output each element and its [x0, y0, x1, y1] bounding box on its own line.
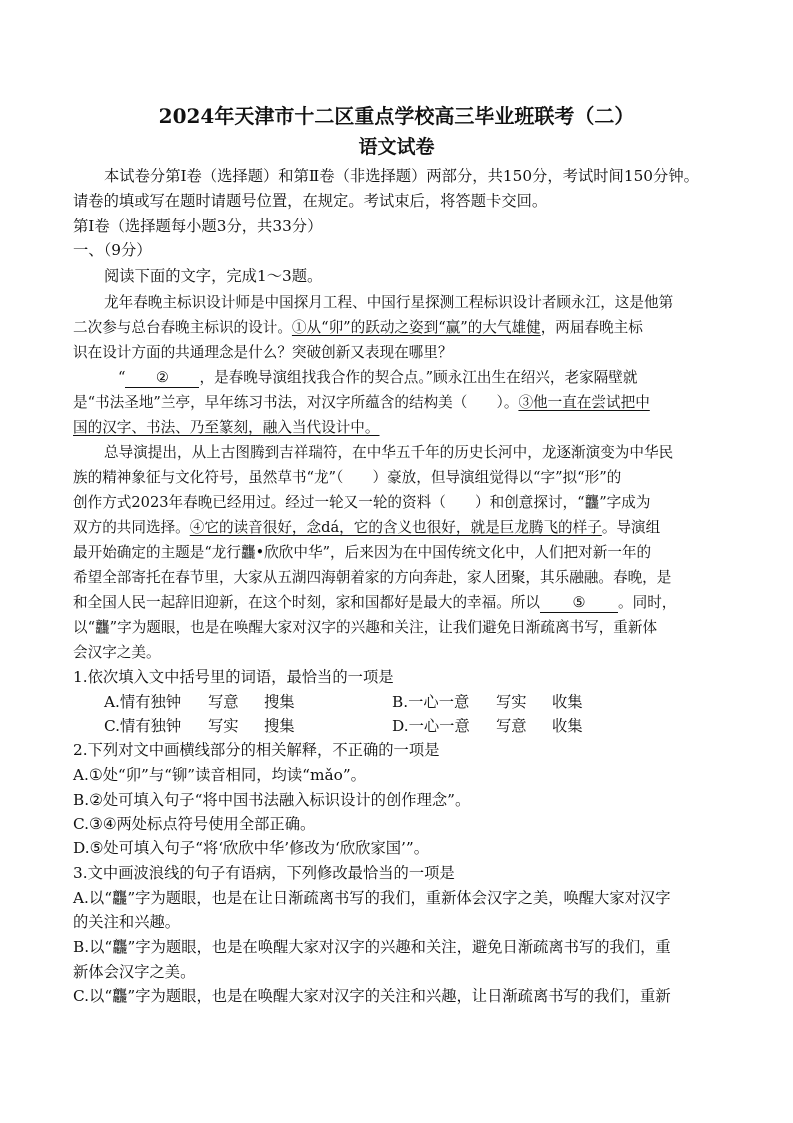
blank-5: ⑤: [540, 594, 618, 613]
passage-text: 二次参与总台春晚主标识的设计。: [73, 319, 292, 336]
passage-line: 希望全部寄托在春节里，大家从五湖四海朝着家的方向奔赴，家人团聚，其乐融融。春晚，是: [73, 569, 672, 586]
option-b-word-2: 写实: [496, 693, 527, 711]
option-b-word-1: B.一心一意: [392, 693, 470, 711]
question-1-options-row-2: [104, 714, 583, 736]
question-3-option-a-cont: 的关注和兴趣。: [73, 913, 181, 931]
question-3-option-b: B.以“龘”字为题眼，也是在唤醒大家对汉字的兴趣和关注，避免日渐疏离书写的我们，重: [73, 938, 671, 956]
passage-line: [73, 591, 676, 613]
underlined-sentence-4: ④它的读音很好，念dá，它的含义也很好，就是巨龙腾飞的样子: [189, 519, 602, 536]
option-d-word-3: 收集: [552, 717, 583, 735]
option-a-word-3: 搜集: [264, 693, 295, 711]
question-2-option-c: C.③④两处标点符号使用全部正确。: [73, 815, 316, 833]
passage-line: 龙年春晚主标识设计师是中国探月工程、中国行星探测工程标识设计者顾永江，这是他第: [104, 294, 674, 311]
passage-text: 。同时，: [618, 594, 677, 611]
option-c-word-2: 写实: [208, 717, 239, 735]
passage-line: [73, 516, 660, 537]
question-3-stem: 3.文中画波浪线的句子有语病，下列修改最恰当的一项是: [73, 864, 455, 882]
underlined-sentence-1: ①从“卯”的跃动之姿到“赢”的大气雄健: [291, 319, 541, 336]
option-c-word-1: C.情有独钟: [104, 717, 182, 735]
passage-line: 以“龘”字为题眼，也是在唤醒大家对汉字的兴趣和关注，让我们避免日渐疏离书写，重新体: [73, 619, 658, 636]
question-1-stem: 1.依次填入文中括号里的词语，最恰当的一项是: [73, 668, 394, 686]
option-c-word-3: 搜集: [264, 717, 295, 735]
passage-line: 会汉字之美。: [73, 644, 161, 661]
option-d-word-1: D.一心一意: [392, 717, 470, 735]
passage-text: 双方的共同选择。: [73, 519, 190, 536]
question-2-option-b: B.②处可填入句子“将中国书法融入标识设计的创作理念”。: [73, 791, 471, 809]
question-3-option-a: A.以“龘”字为题眼，也是在让日渐疏离书写的我们，重新体会汉字之美，唤醒大家对汉字: [73, 889, 671, 907]
intro-line-1: 本试卷分第Ⅰ卷（选择题）和第Ⅱ卷（非选择题）两部分，共150分，考试时间150分钟。: [104, 167, 699, 185]
exam-subtitle: 语文试卷: [358, 136, 435, 158]
passage-text: 和全国人民一起辞旧迎新，在这个时刻，家和国都好是最大的幸福。所以: [73, 594, 541, 611]
passage-line: 最开始确定的主题是“龙行龘•欣欣中华”，后来因为在中国传统文化中，人们把对新一年的: [73, 544, 652, 561]
option-a-word-1: A.情有独钟: [104, 693, 182, 711]
question-1-options-row-1: [104, 690, 583, 712]
question-3-option-b-cont: 新体会汉字之美。: [73, 963, 196, 981]
underlined-sentence-3: ③他一直在尝试把中: [518, 394, 650, 411]
exam-title: 2024年天津市十二区重点学校高三毕业班联考（二）: [158, 104, 635, 128]
underlined-sentence-3-cont: 国的汉字、书法、乃至篆刻，融入当代设计中。: [73, 419, 380, 436]
passage-text: 是“书法圣地”兰亭，早年练习书法，对汉字所蕴含的结构美（ ）。: [73, 394, 519, 411]
passage-line: 族的精神象征与文化符号，虽然草书“龙”（ ）豪放，但导演组觉得以“字”拟“形”的: [73, 469, 622, 486]
reading-instruction: 阅读下面的文字，完成1～3题。: [104, 267, 323, 285]
part-heading: 一、（9分）: [73, 241, 152, 259]
passage-line: 总导演提出，从上古图腾到吉祥瑞符，在中华五千年的历史长河中，龙逐渐演变为中华民: [104, 444, 674, 461]
question-2-option-d: D.⑤处可填入句子“将‘欣欣中华’修改为‘欣欣家国’”。: [73, 839, 430, 857]
question-2-stem: 2.下列对文中画横线部分的相关解释，不正确的一项是: [73, 741, 440, 759]
passage-line: [73, 391, 650, 412]
question-3-option-c: C.以“龘”字为题眼，也是在唤醒大家对汉字的关注和兴趣，让日渐疏离书写的我们，重新: [73, 987, 671, 1005]
passage-text: “: [118, 369, 126, 386]
passage-line: 创作方式2023年春晚已经用过。经过一轮又一轮的资料（ ）和创意探讨，“龘”字成为: [73, 494, 651, 511]
option-a-word-2: 写意: [208, 693, 239, 711]
passage-text: ，两届春晚主标: [540, 319, 643, 336]
option-d-word-2: 写意: [496, 717, 527, 735]
passage-text: ，是春晚导演组找我合作的契合点。”顾永江出生在绍兴，老家隔壁就: [199, 369, 638, 386]
passage-line: [73, 416, 379, 437]
question-2-option-a: A.①处“卯”与“铆”读音相同，均读“mǎo”。: [73, 766, 366, 784]
passage-line: [73, 316, 643, 337]
passage-line: 识在设计方面的共通理念是什么？突破创新又表现在哪里？: [73, 344, 453, 361]
section-heading: 第Ⅰ卷（选择题每小题3分，共33分）: [73, 217, 323, 235]
passage-line: [118, 366, 637, 388]
passage-text: 。导演组: [601, 519, 661, 536]
intro-line-2: 请卷的填或写在题时请题号位置，在规定。考试束后，将答题卡交回。: [73, 192, 548, 210]
option-b-word-3: 收集: [552, 693, 583, 711]
blank-2: ②: [125, 369, 199, 388]
